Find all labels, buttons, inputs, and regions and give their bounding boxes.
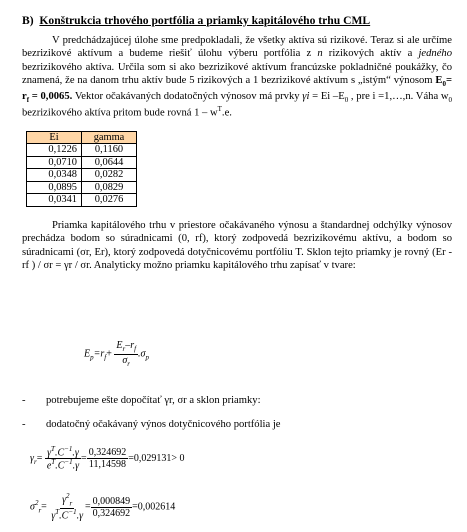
text: E bbox=[84, 348, 91, 360]
section-title: Konštrukcia trhového portfólia a priamky kapitálového trhu CML bbox=[39, 14, 371, 27]
table-cell: 0,0895 bbox=[27, 181, 82, 194]
table-cell: 0,0276 bbox=[82, 194, 137, 207]
text: 2 bbox=[66, 492, 70, 500]
text: 2 bbox=[34, 499, 39, 508]
table-cell: 0,0282 bbox=[82, 169, 137, 182]
text: 0 bbox=[344, 95, 349, 104]
text: γ bbox=[62, 494, 67, 506]
text: −1 bbox=[64, 458, 73, 467]
text: + bbox=[106, 348, 112, 360]
fraction bbox=[91, 496, 133, 519]
text: γ bbox=[30, 453, 34, 465]
table-cell: 0,0644 bbox=[82, 156, 137, 169]
text: .σ bbox=[138, 348, 146, 360]
text: .C bbox=[59, 510, 69, 522]
text: 11,14598 bbox=[88, 459, 126, 471]
text: , pre i =1,…,n. Váha w bbox=[348, 90, 449, 102]
text: Vektor očakávaných dodatočných výnosov má prvky bbox=[72, 90, 303, 102]
equation-cml bbox=[84, 340, 149, 368]
text: –r bbox=[125, 340, 135, 351]
text: > 0 bbox=[171, 453, 185, 465]
text: = Ei –E bbox=[309, 90, 345, 102]
text: rizikových aktív a bbox=[322, 48, 419, 60]
paragraph-intro bbox=[22, 34, 452, 120]
equation-gamma-r: $\gamma_r=$ $\frac{\gamma^T.C^{-1}.\gamma}{e^T.C^{-1}.\gamma}$ = $\frac{0,324692}{11,14598}$ =0,029131> 0 bbox=[30, 445, 185, 472]
text: r bbox=[122, 345, 126, 353]
text: .γ bbox=[76, 510, 84, 522]
text: r bbox=[69, 499, 73, 508]
paragraph-cml: Priamka kapitálového trhu v priestore očakávaného výnosu a štandardnej odchýlky výnosov prechádza bodom so súradnicami (0, rf), ktorý zodpovedá bezrizikovému aktívu, a bodom so súradnicami (σr, Er), ktorý zodpovedá dotyčnicovému portfóliu T. Sklon tejto priamky je rovný (Er - rf ) / σr = γr / σr. Analyticky možno priamku kapitálového trhu zapísať v tvare: bbox=[22, 219, 452, 272]
text: γ bbox=[51, 510, 56, 522]
text: T bbox=[51, 445, 55, 453]
bullet-dash: - bbox=[22, 395, 26, 406]
text: E bbox=[435, 75, 443, 87]
text: =0,029131 bbox=[128, 453, 172, 465]
text: −1 bbox=[68, 508, 77, 517]
table-cell: 0,0829 bbox=[82, 181, 137, 194]
table-row bbox=[27, 194, 137, 207]
table-row bbox=[27, 156, 137, 169]
returns-table bbox=[26, 131, 137, 207]
section-heading bbox=[22, 14, 452, 29]
text: γ bbox=[47, 447, 52, 459]
bullet-dash: - bbox=[22, 418, 26, 430]
header-cell: Ei bbox=[27, 131, 82, 144]
text: 0 bbox=[448, 95, 453, 104]
list-item bbox=[22, 418, 452, 432]
text: σ bbox=[122, 354, 128, 366]
text: E bbox=[116, 340, 123, 351]
table-cell: 0,0341 bbox=[27, 194, 82, 207]
table-cell: 0,1160 bbox=[82, 144, 137, 157]
text: =r bbox=[93, 348, 105, 360]
list-item bbox=[22, 394, 452, 408]
table-cell: 0,0710 bbox=[27, 156, 82, 169]
fraction bbox=[49, 493, 85, 521]
text: r bbox=[33, 458, 37, 467]
text: σ bbox=[30, 501, 35, 513]
document-page bbox=[22, 14, 452, 273]
text: .γ bbox=[72, 460, 80, 472]
text: bezrizikového aktíva. Určila som si ako bezrizikové aktívum francúzske pokladničné poukážky, čo znamená, že na danom trhu aktív bude 5 rizikových a 1 bezrizikové aktívum s „istým“ výnosom bbox=[22, 61, 452, 87]
text: r bbox=[127, 359, 131, 368]
header-cell: gamma bbox=[82, 131, 137, 144]
text: .e. bbox=[221, 107, 232, 119]
table-header-row bbox=[27, 131, 137, 144]
fraction bbox=[114, 340, 138, 368]
text: f bbox=[26, 95, 30, 104]
text: p bbox=[145, 353, 149, 362]
text: 0,000849 bbox=[92, 495, 131, 507]
text: r bbox=[38, 506, 42, 515]
text: 0,324692 bbox=[92, 507, 131, 519]
text: 0,324692 bbox=[88, 447, 127, 459]
text: .γ bbox=[72, 447, 79, 459]
text: f bbox=[134, 345, 137, 353]
text: p bbox=[90, 353, 94, 362]
section-label: B) bbox=[22, 14, 34, 27]
fraction bbox=[87, 447, 129, 470]
text: T bbox=[55, 508, 60, 517]
bullet-list bbox=[22, 387, 452, 431]
text: T bbox=[51, 458, 56, 467]
text: 0 bbox=[442, 80, 446, 89]
table-row bbox=[27, 144, 137, 157]
table-row bbox=[27, 181, 137, 194]
text: f bbox=[104, 353, 107, 362]
list-item-text: potrebujeme ešte dopočítať γr, σr a sklon priamky: bbox=[46, 395, 261, 406]
text: γi bbox=[302, 90, 310, 102]
text: bezrizikového aktíva pritom bude rovná 1 – w bbox=[22, 107, 218, 119]
text: V predchádzajúcej úlohe sme predpokladali, že všetky aktíva sú rizikové. Teraz si ale určíme bezrizikové aktívum a budeme riešiť úlohu výberu portfólia z bbox=[22, 34, 452, 60]
text: =0,002614 bbox=[132, 501, 176, 513]
text: = 0,0065. bbox=[29, 90, 73, 102]
list-item-text: dodatočný očakávaný výnos dotyčnicového portfólia je bbox=[46, 418, 281, 430]
text: = r bbox=[22, 75, 452, 102]
text: .C bbox=[55, 460, 65, 472]
text: jedného bbox=[418, 48, 453, 60]
text: e bbox=[46, 460, 52, 472]
text: −1 bbox=[64, 445, 73, 453]
fraction bbox=[45, 446, 81, 472]
table-cell: 0,0348 bbox=[27, 169, 82, 182]
table-cell: 0,1226 bbox=[27, 144, 82, 157]
text: T bbox=[217, 104, 222, 113]
table-row bbox=[27, 169, 137, 182]
text: .C bbox=[54, 447, 65, 459]
text: n bbox=[317, 48, 323, 60]
equation-sigma-r: $\sigma^2_r=$ $\frac{\gamma^2_r}{\gamma^T.C^{-1}.\gamma}$ = $\frac{0,000849}{0,324692}$ =0,002614 bbox=[30, 492, 176, 522]
